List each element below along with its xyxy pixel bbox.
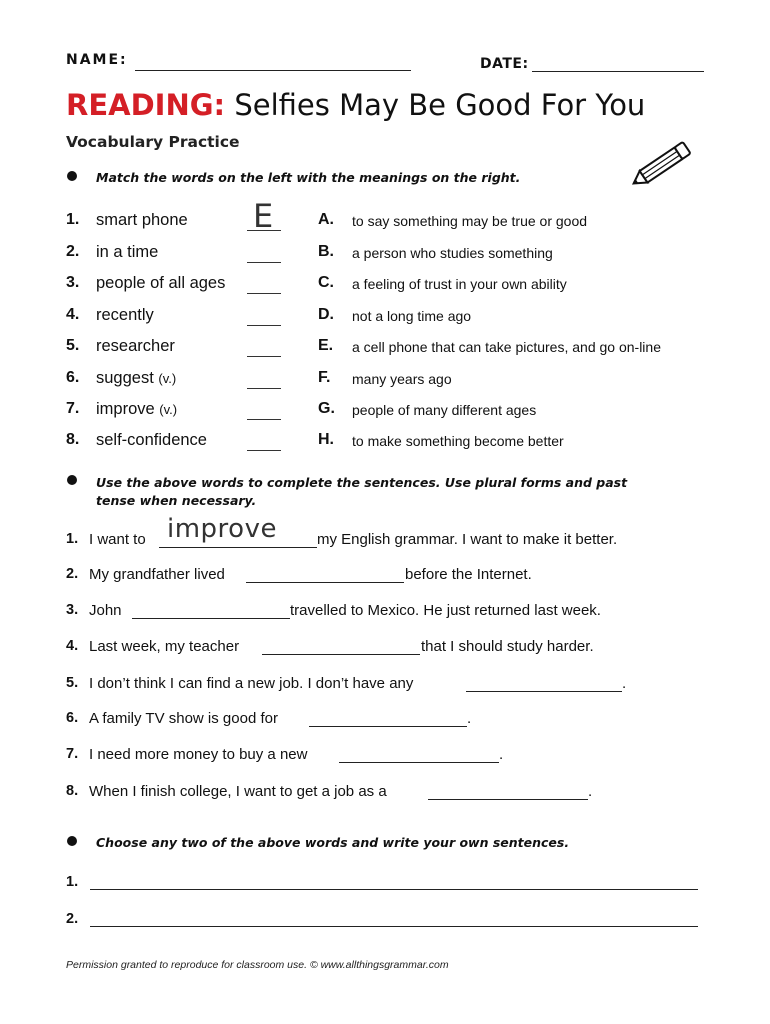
instruction-line: tense when necessary. xyxy=(96,493,257,508)
item-number: 1. xyxy=(66,531,79,547)
bullet-icon xyxy=(67,171,77,181)
footer-permission: Permission granted to reproduce for classroom use. © www.allthingsgrammar.com xyxy=(66,959,449,971)
vocab-word: recently xyxy=(96,306,154,324)
definition-letter: A. xyxy=(318,211,334,228)
sentence-after: . xyxy=(499,746,504,763)
item-number: 3. xyxy=(66,602,79,618)
item-number: 8. xyxy=(66,431,80,448)
item-number: 1. xyxy=(66,211,80,228)
vocab-word: people of all ages xyxy=(96,274,226,292)
title-main: Selfies May Be Good For You xyxy=(225,88,646,122)
definition-text: people of many different ages xyxy=(352,402,537,418)
sentence-after: that I should study harder. xyxy=(421,638,594,655)
answer-blank[interactable] xyxy=(247,293,281,294)
page-subtitle: Vocabulary Practice xyxy=(66,133,240,151)
item-number: 4. xyxy=(66,306,80,323)
definition-letter: F. xyxy=(318,369,331,386)
vocab-word: in a time xyxy=(96,243,159,261)
item-number: 6. xyxy=(66,369,80,386)
sentence-before: Last week, my teacher xyxy=(89,638,240,655)
writing-line[interactable] xyxy=(90,889,698,890)
name-field[interactable] xyxy=(135,70,411,71)
definition-text: not a long time ago xyxy=(352,308,472,324)
answer-blank[interactable] xyxy=(247,450,281,451)
sentence-blank[interactable] xyxy=(159,547,317,548)
pencil-icon xyxy=(622,140,700,190)
definition-letter: E. xyxy=(318,337,334,354)
own-sentences-instruction: Choose any two of the above words and write your own sentences. xyxy=(96,835,570,850)
item-number: 4. xyxy=(66,638,79,654)
vocab-word: smart phone xyxy=(96,211,188,229)
sentence-blank[interactable] xyxy=(246,582,404,583)
item-number: 3. xyxy=(66,274,80,291)
item-number: 5. xyxy=(66,675,79,691)
definition-text: many years ago xyxy=(352,371,452,387)
writing-line[interactable] xyxy=(90,926,698,927)
sentences-instruction xyxy=(96,474,627,510)
handwritten-answer: improve xyxy=(167,514,277,544)
definition-text: a cell phone that can take pictures, and go on-line xyxy=(352,339,661,355)
date-label: DATE: xyxy=(480,56,529,72)
sentence-after: before the Internet. xyxy=(405,566,532,583)
definition-letter: B. xyxy=(318,243,334,260)
item-number: 7. xyxy=(66,746,79,762)
title-accent: READING: xyxy=(66,88,226,122)
answer-blank[interactable] xyxy=(247,419,281,420)
definition-letter: H. xyxy=(318,431,334,448)
answer-blank[interactable] xyxy=(247,325,281,326)
bullet-icon xyxy=(67,475,77,485)
sentence-before: I need more money to buy a new xyxy=(89,746,308,763)
item-number: 5. xyxy=(66,337,80,354)
sentence-blank[interactable] xyxy=(132,618,290,619)
sentence-before: When I finish college, I want to get a job as a xyxy=(89,783,387,800)
sentence-after: my English grammar. I want to make it better. xyxy=(317,531,618,548)
sentence-blank[interactable] xyxy=(466,691,622,692)
definition-text: to say something may be true or good xyxy=(352,213,588,229)
definition-letter: D. xyxy=(318,306,334,323)
item-number: 7. xyxy=(66,400,80,417)
sentence-after: . xyxy=(467,710,472,727)
vocab-word: self-confidence xyxy=(96,431,207,449)
instruction-line: Use the above words to complete the sentences. Use plural forms and past xyxy=(96,475,628,490)
handwritten-answer: E xyxy=(253,197,274,235)
sentence-after: . xyxy=(588,783,593,800)
date-field[interactable] xyxy=(532,71,704,72)
item-number: 8. xyxy=(66,783,79,799)
definition-letter: G. xyxy=(318,400,335,417)
sentence-before: I want to xyxy=(89,531,146,548)
sentence-after: travelled to Mexico. He just returned last week. xyxy=(290,602,601,619)
definition-text: a person who studies something xyxy=(352,245,553,261)
definition-letter: C. xyxy=(318,274,334,291)
sentence-before: I don’t think I can find a new job. I don’t have any xyxy=(89,675,414,692)
sentence-blank[interactable] xyxy=(428,799,588,800)
definition-text: to make something become better xyxy=(352,433,564,449)
sentence-before: John xyxy=(89,602,122,619)
item-number: 6. xyxy=(66,710,79,726)
sentence-after: . xyxy=(622,675,627,692)
name-label: NAME: xyxy=(66,52,128,68)
bullet-icon xyxy=(67,836,77,846)
vocab-word: researcher xyxy=(96,337,175,355)
sentence-blank[interactable] xyxy=(262,654,420,655)
sentence-blank[interactable] xyxy=(309,726,467,727)
sentence-before: My grandfather lived xyxy=(89,566,225,583)
answer-blank[interactable] xyxy=(247,262,281,263)
item-number: 2. xyxy=(66,911,79,927)
match-instruction: Match the words on the left with the meanings on the right. xyxy=(96,170,521,185)
answer-blank[interactable] xyxy=(247,388,281,389)
answer-blank[interactable] xyxy=(247,356,281,357)
sentence-before: A family TV show is good for xyxy=(89,710,278,727)
sentence-blank[interactable] xyxy=(339,762,499,763)
vocab-word: improve (v.) xyxy=(96,400,178,418)
item-number: 2. xyxy=(66,566,79,582)
vocab-word: suggest (v.) xyxy=(96,369,177,387)
item-number: 2. xyxy=(66,243,80,260)
definition-text: a feeling of trust in your own ability xyxy=(352,276,567,292)
page-title xyxy=(66,88,645,122)
item-number: 1. xyxy=(66,874,79,890)
